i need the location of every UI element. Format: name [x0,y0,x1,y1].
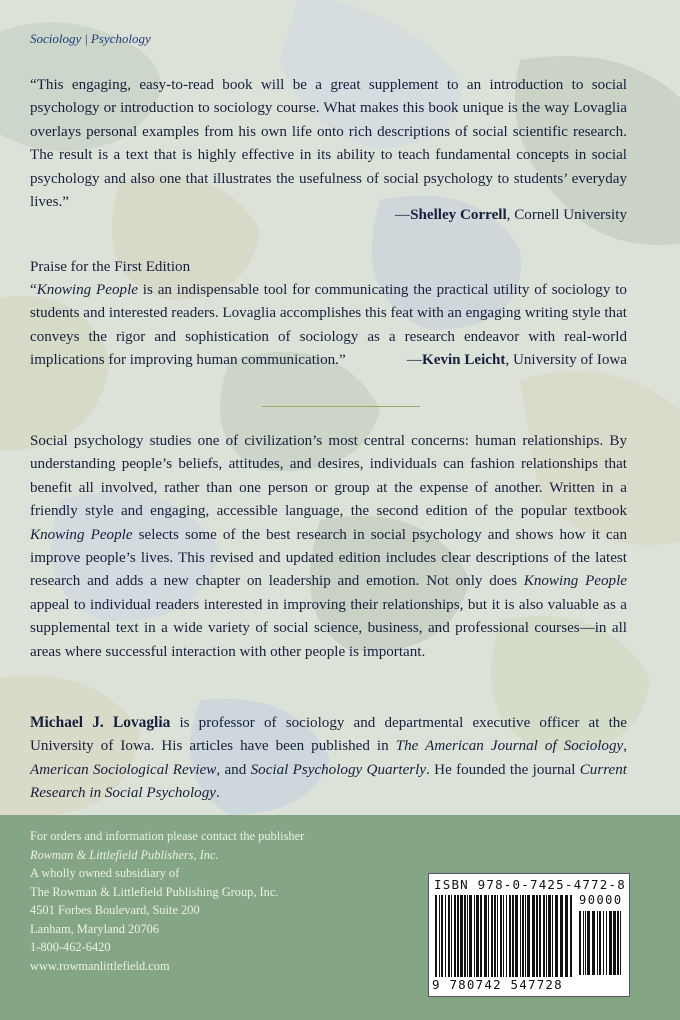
barcode-bar [445,895,446,977]
barcode-bar [522,895,524,977]
barcode-bar [587,911,590,975]
barcode-bar [609,911,612,975]
barcode-bar [603,911,604,975]
isbn-label: ISBN 978-0-7425-4772-8 [434,877,626,892]
barcode-bar [457,895,459,977]
divider [262,406,420,407]
barcode-bar [448,895,450,977]
price-code: 90000 [579,893,623,907]
barcode-bar [497,895,498,977]
barcode-main-icon [435,895,573,977]
barcode-bar [506,895,507,977]
barcode-bar [520,895,521,977]
barcode-bar [552,895,553,977]
barcode-bar [570,895,572,977]
barcode-bar [480,895,482,977]
barcode-bar [536,895,538,977]
isbn-barcode [428,873,630,997]
barcode-bar [592,911,595,975]
barcode-bar [469,895,472,977]
barcode-bar [454,895,456,977]
barcode-bar [451,895,452,977]
barcode-bar [512,895,514,977]
barcode-bar [503,895,504,977]
barcode-bar [599,911,601,975]
author-bio: Michael J. Lovaglia is professor of sociology and departmental executive officer at the University of Iowa. His articles have been published in The American Journal of Sociology, American Sociological Review, and Social Psychology Quarterly. He founded the journal Current Research in Social Psychology. [30,714,628,802]
praise-heading: Praise for the First Edition [30,259,191,275]
barcode-bar [613,911,616,975]
barcode-bar [532,895,535,977]
barcode-bar [460,895,463,977]
barcode-bar [583,911,584,975]
barcode-bar [491,895,493,977]
barcode-bar [500,895,502,977]
barcode-bar [467,895,468,977]
publisher-website[interactable]: www.rowmanlittlefield.com [30,958,170,973]
publisher-footer [0,815,680,1020]
barcode-bar [488,895,489,977]
barcode-bar [464,895,466,977]
barcode-bar [579,911,581,975]
barcode-bar [585,911,586,975]
endorsement-quote: “This engaging, easy-to-read book will be a great supplement to an introduction to social psychology or introduction to sociology course. What makes this book unique is the way Lovaglia overlays personal examples from his own life onto rich descriptions of social scientific research. The result is a text that is highly effective in its ability to teach fundamental concepts in social psychology and also one that illustrates the usefulness of social psychology to students’ everyday lives.” [30,77,627,211]
barcode-bar [546,895,547,977]
barcode-bar [606,911,607,975]
barcode-bar [620,911,621,975]
barcode-bar [539,895,541,977]
barcode-bar [617,911,619,975]
barcode-bar [484,895,487,977]
barcode-bar [527,895,530,977]
barcode-bar [435,895,437,977]
endorsement-attribution: —Shelley Correll, Cornell University [395,207,627,223]
barcode-bar [548,895,551,977]
barcode-bar [543,895,545,977]
barcode-bar [597,911,598,975]
first-edition-attribution: —Kevin Leicht, University of Iowa [406,352,627,369]
barcode-bar [509,895,511,977]
book-description: Social psychology studies one of civilization’s most central concerns: human relationships. By understanding people’s beliefs, attitudes, and desires, individuals can fashion relationships that benefit all involved, rather than one person or group at the expense of another. Written in a friendly style and engaging, accessible language, the second edition of the popular textbook Knowing People selects some of the best research in social psychology and shows how it can improve people’s lives. This revised and updated edition includes clear descriptions of the latest research and adds a new chapter on leadership and emotion. Not only does Knowing People appeal to individual readers interested in improving their relationships, but it is also valuable as a supplemental text in a wide variety of social science, business, and professional courses—in all areas where successful interaction with other people is important. [30,433,628,660]
barcode-bar [441,895,443,977]
author-name: Michael J. Lovaglia [30,714,171,731]
barcode-bar [474,895,475,977]
barcode-bar [494,895,496,977]
first-edition-quote: “Knowing People is an indispensable tool for communicating the practical utility of sociology to students and interested readers. Lovaglia accomplishes this feat with an engaging writing style that conveys the rigor and sophistication of sociology as a research endeavor with real-world implications for improving human communication.” —Kevin Leicht, University of Iowa [30,279,627,373]
barcode-bar [560,895,563,977]
barcode-bar [515,895,518,977]
barcode-bar [565,895,568,977]
barcode-bar [525,895,526,977]
barcode-bar [555,895,558,977]
barcode-bar [439,895,440,977]
publisher-info: For orders and information please contact the publisher Rowman & Littlefield Publishers, Inc. A wholly owned subsidiary of The Rowman & Littlefield Publishing Group, Inc. 4501 Forbes Boulevard, Suite 200 Lanham, Maryland 20706 1-800-462-6420 www.rowmanlittlefield.com [30,827,304,975]
category-label: Sociology | Psychology [30,31,151,46]
barcode-addon-icon [579,911,623,975]
barcode-bar [476,895,479,977]
ean-number: 9 780742 547728 [432,977,563,992]
